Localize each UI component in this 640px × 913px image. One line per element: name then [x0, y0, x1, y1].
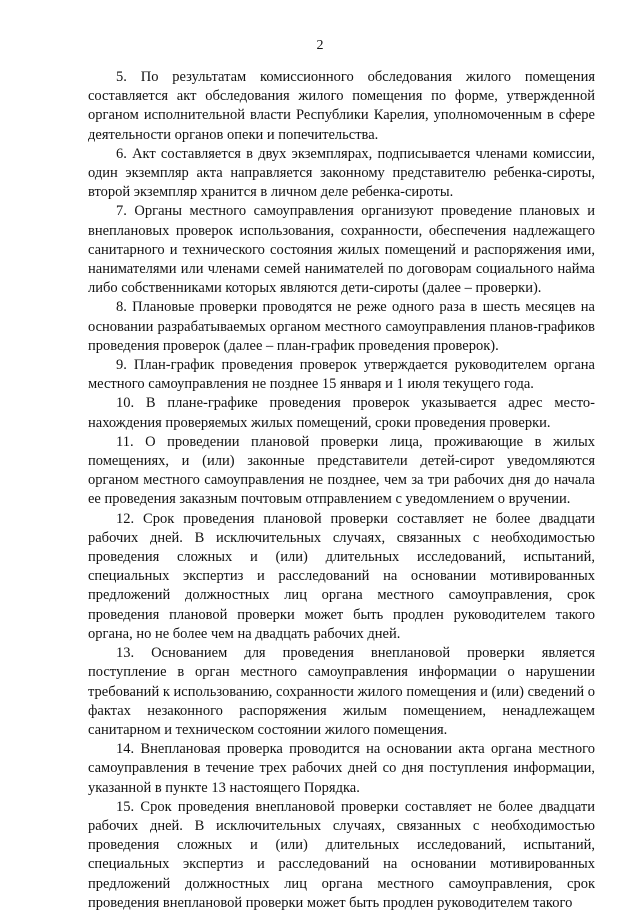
paragraph-5: 5. По результатам комиссионного обследования жилого помещения составляется акт обследования жилого помещения по форме, утвержденной органом исполнительной власти Республики Карелия, уполномоченным в сфере деятельности органов опеки и попечительства.	[88, 69, 595, 143]
page-number: 2	[316, 38, 324, 53]
paragraph-8: 8. Плановые проверки проводятся не реже одного раза в шесть месяцев на основании разрабатываемых органом местного самоуправления планов-графиков проведения проверок (далее – план-график проведения проверок).	[88, 299, 595, 354]
paragraph-13: 13. Основанием для проведения внеплановой проверки является поступление в орган местного самоуправления информации о нарушении требований к использованию, сохранности жилого помещения и (или) сведений о фактах незаконного распоряжения жилым помещением, ненадлежащем санитарном и техническом состоянии жилого помещения.	[88, 645, 595, 738]
paragraph-12: 12. Срок проведения плановой проверки составляет не более двадцати рабочих дней. В исключительных случаях, связанных с необходимостью проведения сложных и (или) длительных исследований, испытаний, специальных экспертиз и расследований на основании мотивированных предложений должностных лиц органа местного самоуправления, срок проведения плановой проверки может быть продлен руководителем такого органа, но не более чем на двадцать рабочих дней.	[88, 510, 595, 642]
paragraph-10: 10. В плане-графике проведения проверок указывается адрес место-нахождения проверяемых жилых помещений, сроки проведения проверки.	[88, 395, 595, 431]
paragraph-7: 7. Органы местного самоуправления организуют проведение плановых и внеплановых проверок использования, сохранности, обеспечения надлежащего санитарного и технического состояния жилых помещений и распоряжения ими, нанимателями или членами семей нанимателей по договорам социального найма либо собственниками которых являются дети-сироты (далее – проверки).	[88, 203, 595, 297]
paragraph-9: 9. План-график проведения проверок утверждается руководителем органа местного самоуправления не позднее 15 января и 1 июля текущего года.	[88, 357, 595, 393]
document-body	[88, 68, 595, 913]
paragraph-6: 6. Акт составляется в двух экземплярах, подписывается членами комиссии, один экземпляр акта направляется законному представителю ребенка-сироты, второй экземпляр хранится в личном деле ребенка-сироты.	[88, 145, 595, 201]
paragraph-14: 14. Внеплановая проверка проводится на основании акта органа местного самоуправления в течение трех рабочих дней со дня поступления информации, указанной в пункте 13 настоящего Порядка.	[88, 741, 595, 796]
paragraph-11: 11. О проведении плановой проверки лица, проживающие в жилых помещениях, и (или) законные представители детей-сирот уведомляются органом местного самоуправления не позднее, чем за три рабочих дня до начала ее проведения заказным почтовым отправлением с уведомлением о вручении.	[88, 433, 595, 508]
paragraph-15: 15. Срок проведения внеплановой проверки составляет не более двадцати рабочих дней. В исключительных случаях, связанных с необходимостью проведения сложных и (или) длительных исследований, испытаний, специальных экспертиз и расследований на основании мотивированных предложений должностных лиц органа местного самоуправления, срок проведения внеплановой проверки может быть продлен руководителем такого	[88, 798, 595, 911]
